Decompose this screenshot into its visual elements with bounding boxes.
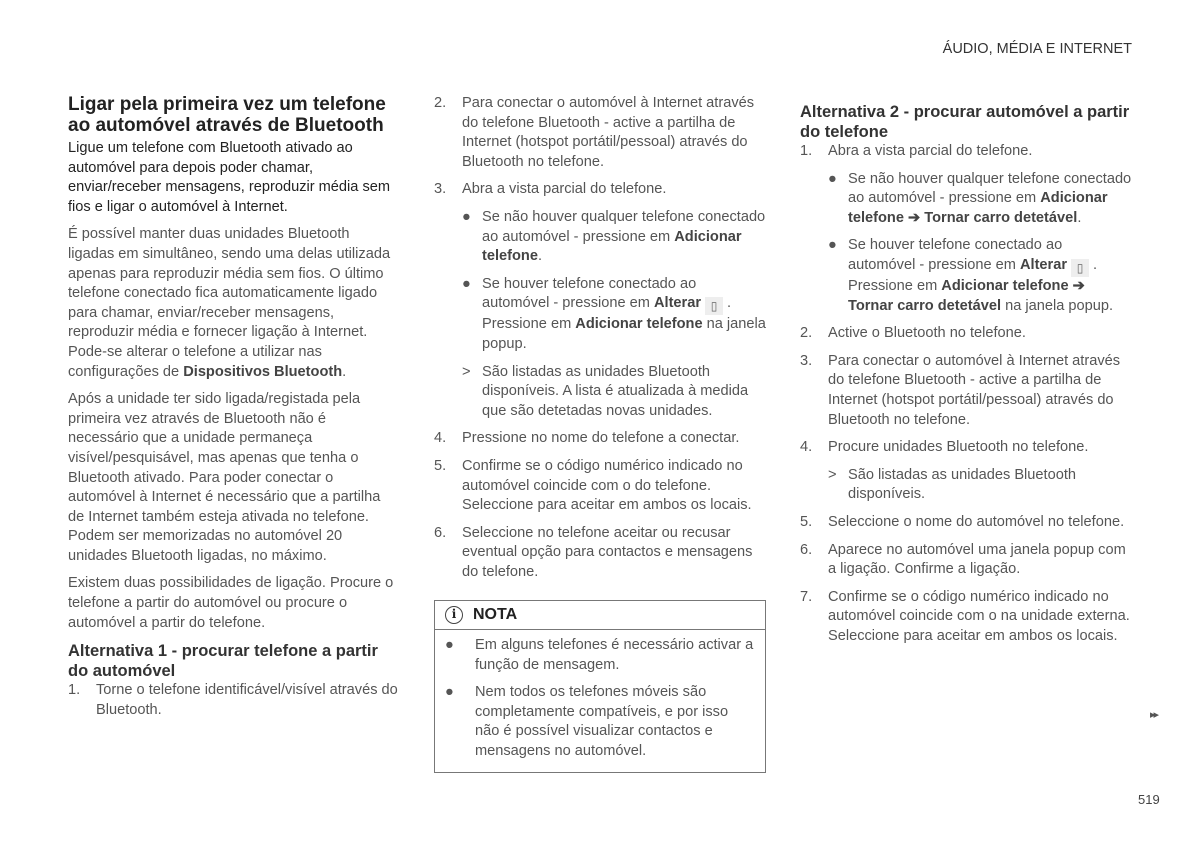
step-number: 4. xyxy=(434,430,447,447)
text: Confirme se o código numérico indicado no automóvel coincide com o do telefone. Seleccione para aceitar em ambos os locais. xyxy=(462,457,752,514)
ui-term: Adicionar telefone ➔ Tornar carro detetável xyxy=(848,190,1108,226)
bullet-icon: ● xyxy=(462,208,471,225)
text: Abra a vista parcial do telefone. xyxy=(462,181,667,198)
text: na janela popup. xyxy=(482,316,766,352)
numbered-step xyxy=(434,180,766,200)
section-header: ÁUDIO, MÉDIA E INTERNET xyxy=(942,41,1132,57)
text: São listadas as unidades Bluetooth disponíveis. xyxy=(848,466,1076,503)
numbered-step xyxy=(800,352,1132,430)
text: Seleccione o nome do automóvel no telefone. xyxy=(828,513,1125,530)
text: . Pressione em xyxy=(482,295,732,333)
step-number: 6. xyxy=(800,541,813,558)
text: . xyxy=(537,248,543,265)
column-1 xyxy=(68,94,398,728)
paragraph xyxy=(68,574,398,633)
text: Abra a vista parcial do telefone. xyxy=(828,143,1033,159)
note-box xyxy=(434,600,766,772)
numbered-step xyxy=(434,94,766,172)
ui-term: Dispositivos Bluetooth xyxy=(183,363,343,380)
sub-step xyxy=(800,236,1132,316)
text: Para conectar o automóvel à Internet através do telefone Bluetooth - active a partilha de Internet (hotspot portátil/pessoal) através do Bluetooth no telefone. xyxy=(828,352,1121,428)
step-number: 2. xyxy=(800,325,813,342)
text: Ligue um telefone com Bluetooth ativado ao automóvel para depois poder chamar, enviar/receber mensagens, reproduzir média sem fios e ligar o automóvel à Internet. xyxy=(68,140,391,215)
step-number: 2. xyxy=(434,95,447,111)
text: Alternativa 1 - procurar telefone a partir do automóvel xyxy=(68,642,378,681)
phone-icon: ▯ xyxy=(705,297,723,315)
step-number: 6. xyxy=(434,524,447,541)
numbered-step xyxy=(800,142,1132,162)
bullet-icon: ● xyxy=(828,170,837,187)
text: Pressione no nome do telefone a conectar. xyxy=(462,430,740,447)
ui-term: Adicionar telefone xyxy=(482,228,742,265)
ui-term: Alterar xyxy=(1019,256,1068,273)
ui-term: Alterar xyxy=(653,295,702,312)
sub-step xyxy=(434,208,766,267)
text: . xyxy=(342,363,347,380)
phone-icon: ▯ xyxy=(1071,259,1089,277)
text: . xyxy=(1077,209,1082,226)
step-number: 4. xyxy=(800,439,813,456)
numbered-step xyxy=(800,513,1132,533)
paragraph xyxy=(68,390,398,566)
note-item: ● Nem todos os telefones móveis são completamente compatíveis, e por isso não é possível visualizar contactos e mensagens no automóvel. xyxy=(445,684,729,760)
ui-term: Adicionar telefone xyxy=(575,316,703,333)
step-number: 1. xyxy=(68,682,81,699)
bullet-icon: ● xyxy=(462,275,471,292)
info-icon: i xyxy=(445,606,463,624)
numbered-step xyxy=(800,588,1132,647)
step-number: 5. xyxy=(434,457,447,474)
text: Aparece no automóvel uma janela popup com a ligação. Confirme a ligação. xyxy=(828,541,1126,578)
text: Para conectar o automóvel à Internet através do telefone Bluetooth - active a partilha de Internet (hotspot portátil/pessoal) através do Bluetooth no telefone. xyxy=(462,95,755,170)
sub-step xyxy=(434,275,766,355)
continue-arrows-icon: ▸▸ xyxy=(1150,709,1158,721)
step-number: 1. xyxy=(800,143,813,159)
text: na janela popup. xyxy=(1001,297,1114,314)
text: Após a unidade ter sido ligada/registada pela primeira vez através de Bluetooth não é necessário que a unidade permaneça visível/pesquisável, mas apenas que tenha o Bluetooth ativado. Para poder conectar o automóvel à Internet é necessário que a partilha de Internet também esteja ativada no telefone. Podem ser memorizadas no automóvel 20 unidades Bluetooth ligadas, no máximo. xyxy=(68,391,381,564)
sub-step xyxy=(434,363,766,422)
intro-paragraph xyxy=(68,139,398,217)
paragraph xyxy=(68,225,398,382)
column-3 xyxy=(800,94,1132,654)
text: Ligar pela primeira vez um telefone ao automóvel através de Bluetooth xyxy=(68,94,386,136)
step-number: 7. xyxy=(800,588,813,605)
text: Active o Bluetooth no telefone. xyxy=(828,325,1026,342)
bullet-icon: ● xyxy=(828,237,837,254)
text: Torne o telefone identificável/visível através do Bluetooth. xyxy=(96,682,398,718)
numbered-step xyxy=(434,457,766,516)
sub-step xyxy=(800,466,1132,505)
text: Se houver telefone conectado ao automóvel - pressione em xyxy=(848,237,1063,273)
text: . Pressione em xyxy=(848,256,1098,294)
text: Existem duas possibilidades de ligação. Procure o telefone a partir do automóvel ou procure o automóvel a partir do telefone. xyxy=(68,575,394,631)
numbered-step xyxy=(800,541,1132,580)
numbered-step xyxy=(434,524,766,583)
section-heading xyxy=(800,102,1132,142)
text: Confirme se o código numérico indicado no automóvel coincide com o na unidade externa. Seleccione para aceitar em ambos os locais. xyxy=(828,588,1130,644)
ui-term: Adicionar telefone ➔ Tornar carro detetável xyxy=(848,277,1085,314)
numbered-step xyxy=(800,324,1132,344)
step-number: 3. xyxy=(800,352,813,369)
text: Procure unidades Bluetooth no telefone. xyxy=(828,439,1089,456)
note-header xyxy=(435,601,765,630)
text: Se não houver qualquer telefone conectado ao automóvel - pressione em xyxy=(848,170,1132,207)
bullet-icon: ● xyxy=(445,637,454,654)
result-arrow-icon: > xyxy=(462,363,471,380)
text: Se não houver qualquer telefone conectado ao automóvel - pressione em xyxy=(482,208,766,245)
page-number: 519 xyxy=(1138,792,1160,807)
text: São listadas as unidades Bluetooth disponíveis. A lista é atualizada à medida que são detetadas novas unidades. xyxy=(482,363,749,419)
text: É possível manter duas unidades Bluetooth ligadas em simultâneo, sendo uma delas utilizada apenas para reproduzir média sem fios. O último telefone conectado fica automaticamente ligado para chamar, enviar/receber mensagens, reproduzir média e fornecer ligação à Internet. Pode-se alterar o telefone a utilizar nas configurações de xyxy=(68,226,391,380)
sub-step xyxy=(800,170,1132,229)
column-2 xyxy=(434,94,766,773)
note-item: ● Em alguns telefones é necessário activar a função de mensagem. xyxy=(445,637,754,673)
page-title xyxy=(68,94,398,136)
note-title: NOTA xyxy=(473,606,518,624)
text: Alternativa 2 - procurar automóvel a partir do telefone xyxy=(800,103,1130,141)
step-number: 5. xyxy=(800,513,813,530)
numbered-step xyxy=(68,681,398,720)
result-arrow-icon: > xyxy=(828,466,837,483)
numbered-step xyxy=(800,438,1132,458)
numbered-step xyxy=(434,429,766,449)
text: Se houver telefone conectado ao automóvel - pressione em xyxy=(482,275,697,312)
step-number: 3. xyxy=(434,181,447,198)
text: Seleccione no telefone aceitar ou recusar eventual opção para contactos e mensagens do telefone. xyxy=(462,524,753,580)
section-heading xyxy=(68,641,398,681)
bullet-icon: ● xyxy=(445,684,454,701)
